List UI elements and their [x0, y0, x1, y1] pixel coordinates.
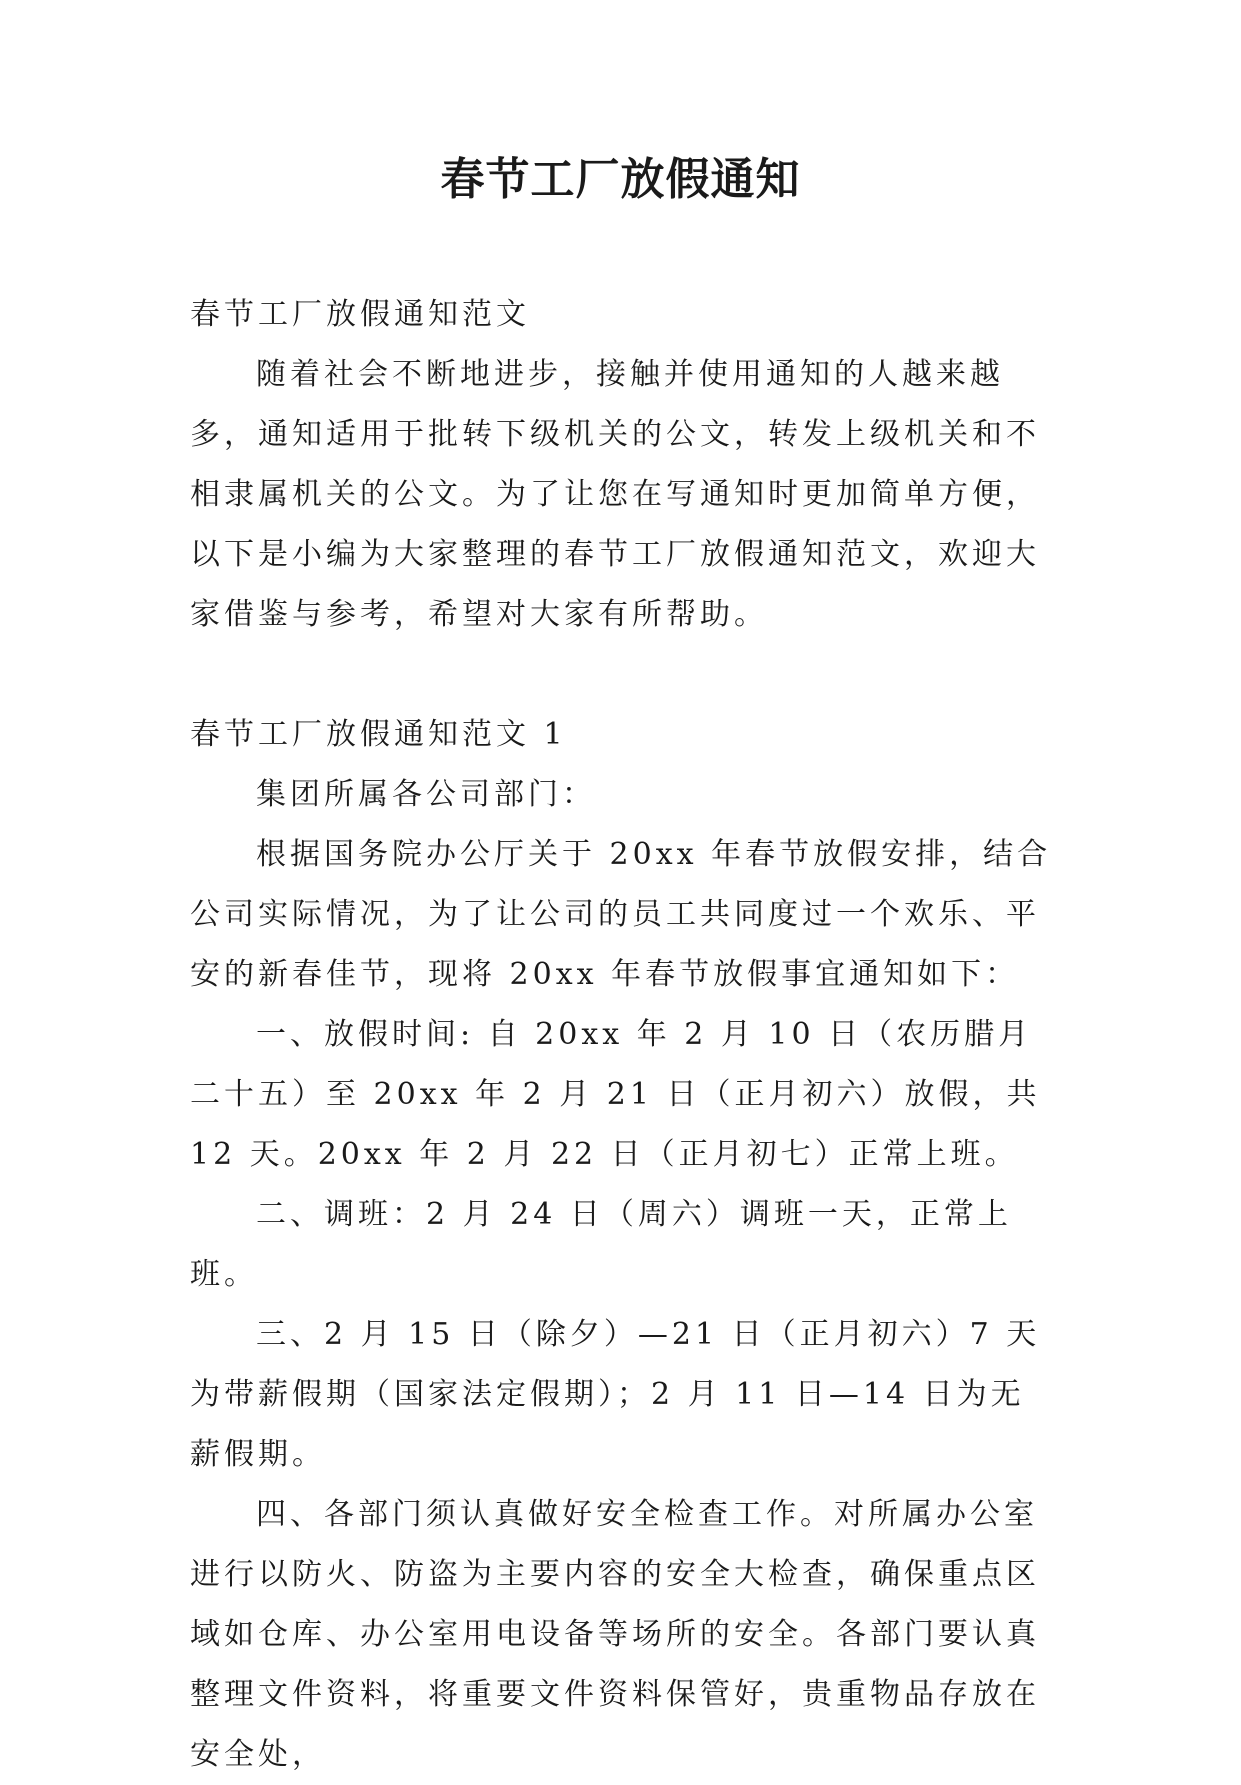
safety-check-item: 四、各部门须认真做好安全检查工作。对所属办公室进行以防火、防盗为主要内容的安全大检查，确保重点区域如仓库、办公室用电设备等场所的安全。各部门要认真整理文件资料，将重要文件资料保管好，贵重物品存放在安全处， [190, 1497, 1040, 1772]
shift-adjust-item: 二、调班：2 月 24 日（周六）调班一天，正常上班。 [190, 1197, 1012, 1292]
document-body [190, 285, 1052, 1785]
body-paragraph-1: 根据国务院办公厅关于 20xx 年春节放假安排，结合公司实际情况，为了让公司的员工共同度过一个欢乐、平安的新春佳节，现将 20xx 年春节放假事宜通知如下： [190, 837, 1052, 992]
section-heading-sample-1: 春节工厂放假通知范文 1 [190, 717, 567, 752]
salutation: 集团所属各公司部门： [256, 777, 596, 812]
paid-leave-item: 三、2 月 15 日（除夕）—21 日（正月初六）7 天为带薪假期（国家法定假期）；2 月 11 日—14 日为无薪假期。 [190, 1317, 1041, 1472]
document-title: 春节工厂放假通知 [440, 154, 801, 205]
section-heading-intro: 春节工厂放假通知范文 [190, 297, 530, 332]
holiday-time-item: 一、放假时间: 自 20xx 年 2 月 10 日（农历腊月二十五）至 20xx 年 2 月 21 日（正月初六）放假，共 12 天。20xx 年 2 月 22 日（正月初七）正常上班。 [190, 1017, 1041, 1172]
intro-paragraph: 随着社会不断地进步，接触并使用通知的人越来越多，通知适用于批转下级机关的公文，转发上级机关和不相隶属机关的公文。为了让您在写通知时更加简单方便，以下是小编为大家整理的春节工厂放假通知范文，欢迎大家借鉴与参考，希望对大家有所帮助。 [190, 357, 1040, 632]
